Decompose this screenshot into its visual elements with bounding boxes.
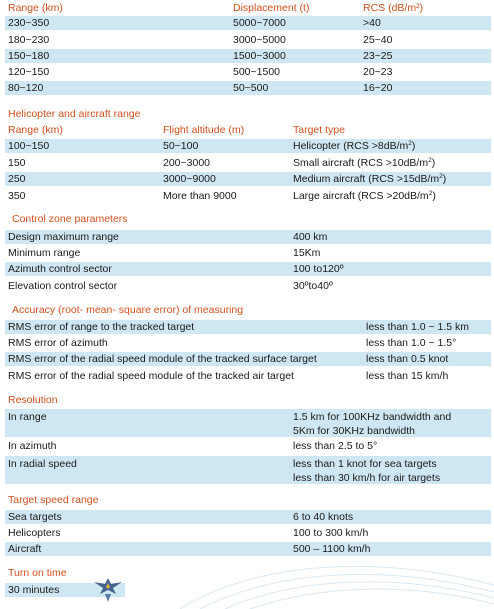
rcs-header-displacement: Displacement (t): [233, 2, 310, 14]
table-row: [5, 246, 491, 260]
table-row: [5, 352, 491, 366]
table-row: [5, 65, 491, 79]
heli-range-cell: 100~150: [8, 140, 50, 152]
param-value-line2: 5Km for 30KHz bandwidth: [293, 425, 415, 437]
heli-target-cell: [293, 140, 415, 153]
table-row: [5, 262, 491, 276]
rcs-displacement-cell: 500~1500: [233, 66, 281, 78]
rcs-value-cell: 23~25: [363, 50, 393, 62]
param-value: 30ºto40º: [293, 280, 333, 292]
rcs-value-cell: >40: [363, 17, 381, 29]
param-value-line1: less than 1 knot for sea targets: [293, 458, 437, 470]
table-row: [5, 279, 491, 293]
rcs-displacement-cell: 1500~3000: [233, 50, 286, 62]
rcs-value-cell: 25~40: [363, 34, 393, 46]
rcs-header-rcs: RCS (dB/m²): [363, 2, 424, 14]
superscript: 2: [428, 157, 432, 164]
section-title-turn-on-time: Turn on time: [8, 567, 67, 579]
target-type-text: Medium aircraft (RCS >15dB/m: [293, 173, 440, 185]
heli-altitude-cell: 200~3000: [163, 157, 211, 169]
table-row: [5, 172, 491, 186]
heli-target-cell: [293, 157, 435, 170]
param-label: Helicopters: [8, 527, 61, 539]
param-value: 400 km: [293, 231, 328, 243]
section-title-control-zone: Control zone parameters: [12, 213, 128, 225]
param-value: less than 15 km/h: [366, 370, 449, 382]
table-row: [5, 189, 491, 203]
turn-on-value: 30 minutes: [8, 584, 60, 596]
heli-altitude-cell: More than 9000: [163, 190, 237, 202]
table-row: [5, 409, 491, 437]
table-row: [5, 49, 491, 63]
table-row: [5, 139, 491, 153]
table-row: [5, 320, 491, 334]
param-label: Minimum range: [8, 247, 81, 259]
section-title-heli-aircraft: Helicopter and aircraft range: [8, 108, 141, 120]
param-label: In radial speed: [8, 458, 77, 470]
rcs-header-range: Range (km): [8, 2, 63, 14]
heli-range-cell: 150: [8, 157, 26, 169]
heli-altitude-cell: 50~100: [163, 140, 199, 152]
section-title-accuracy: Accuracy (root- mean- square error) of measuring: [12, 304, 244, 316]
heli-header-range: Range (km): [8, 124, 63, 136]
table-row: [5, 510, 491, 524]
param-label: Aircraft: [8, 543, 42, 555]
rcs-range-cell: 150~180: [8, 50, 50, 62]
heli-header-target-type: Target type: [293, 124, 345, 136]
table-row: [5, 33, 491, 47]
param-value: 100 to120º: [293, 263, 344, 275]
param-label: RMS error of azimuth: [8, 337, 108, 349]
table-row: [5, 526, 491, 540]
rcs-header-row: [5, 1, 491, 15]
heli-header-row: [5, 123, 491, 137]
table-row: [5, 369, 491, 383]
param-label: Sea targets: [8, 511, 62, 523]
param-value: less than 1.0 ~ 1.5°: [366, 337, 457, 349]
superscript: 2: [428, 190, 433, 197]
heli-header-altitude: Flight altitude (m): [163, 124, 245, 136]
target-type-text: Large aircraft (RCS >20dB/m: [293, 190, 429, 202]
rcs-value-cell: 16~20: [363, 82, 393, 94]
rcs-range-cell: 180~230: [8, 34, 50, 46]
target-type-text: Helicopter (RCS >8dB/m: [293, 140, 409, 152]
table-row: [5, 542, 491, 556]
table-row: [5, 16, 491, 30]
table-row: [5, 81, 491, 95]
rcs-range-cell: 230~350: [8, 17, 50, 29]
rcs-displacement-cell: 50~500: [233, 82, 269, 94]
param-label: Design maximum range: [8, 231, 119, 243]
section-title-target-speed: Target speed range: [8, 494, 99, 506]
superscript: 2: [439, 173, 443, 180]
heli-target-cell: [293, 190, 436, 203]
param-value: 500 – 1100 km/h: [293, 543, 371, 555]
table-row: [5, 230, 491, 244]
heli-target-cell: [293, 173, 446, 186]
superscript: 2: [408, 140, 412, 147]
param-value-line2: less than 30 km/h for air targets: [293, 472, 441, 484]
param-label: RMS error of the radial speed module of the tracked air target: [8, 370, 294, 382]
param-value: 6 to 40 knots: [293, 511, 354, 523]
heli-altitude-cell: 3000~9000: [163, 173, 216, 185]
table-row: [5, 456, 491, 484]
rcs-range-cell: 120~150: [8, 66, 50, 78]
rcs-value-cell: 20~23: [363, 66, 393, 78]
param-value-line1: 1.5 km for 100KHz bandwidth and: [293, 411, 452, 423]
rcs-displacement-cell: 3000~5000: [233, 34, 286, 46]
rcs-range-cell: 80~120: [8, 82, 44, 94]
table-row: [5, 439, 491, 453]
param-label: In azimuth: [8, 440, 57, 452]
param-label: RMS error of range to the tracked target: [8, 321, 195, 333]
param-value: less than 1.0 ~ 1.5 km: [366, 321, 470, 333]
param-value: 100 to 300 km/h: [293, 527, 369, 539]
param-label: Elevation control sector: [8, 280, 118, 292]
param-value: less than 0.5 knot: [366, 353, 449, 365]
close-paren: ): [431, 157, 436, 169]
param-label: Azimuth control sector: [8, 263, 112, 275]
table-row: [5, 336, 491, 350]
section-title-resolution: Resolution: [8, 394, 58, 406]
close-paren: ): [411, 140, 416, 152]
table-row: [5, 156, 491, 170]
param-value: 15Km: [293, 247, 321, 259]
rcs-displacement-cell: 5000~7000: [233, 17, 286, 29]
eagle-logo-icon: [92, 574, 124, 604]
heli-range-cell: 350: [8, 190, 26, 202]
close-paren: ): [432, 190, 436, 202]
heli-range-cell: 250: [8, 173, 26, 185]
param-label: RMS error of the radial speed module of the tracked surface target: [8, 353, 317, 365]
close-paren: ): [442, 173, 447, 185]
target-type-text: Small aircraft (RCS >10dB/m: [293, 157, 429, 169]
param-label: In range: [8, 411, 47, 423]
param-value: less than 2.5 to 5°: [293, 440, 378, 452]
